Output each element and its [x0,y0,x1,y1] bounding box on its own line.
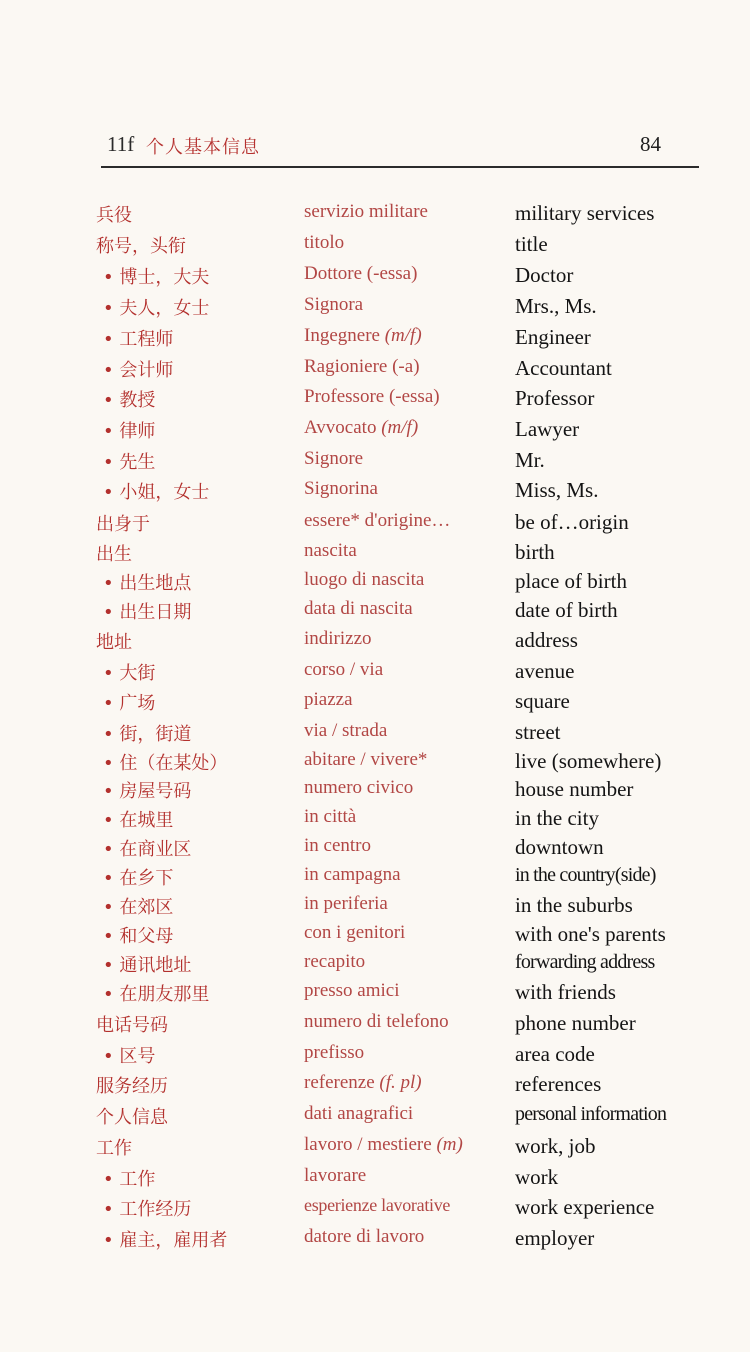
vocab-row [0,893,750,923]
italian-word: esperienze lavorative [304,1195,451,1215]
chinese-term: • 工作 [103,1169,156,1190]
italian-term [304,689,353,711]
chinese-term: • 街，街道 [103,724,192,745]
english-term: military services [515,201,655,225]
chinese-term: • 先生 [103,452,156,473]
italian-word: Avvocato [304,417,382,438]
italian-word: numero di telefono [304,1011,449,1032]
english-term: house number [515,777,634,801]
italian-word: in città [304,806,357,827]
italian-term [304,1165,366,1187]
english-term: be of…origin [515,510,629,534]
italian-word: Professore (-essa) [304,386,440,407]
italian-term [304,893,388,915]
italian-term [304,263,417,285]
english-term: in the suburbs [515,893,633,917]
chinese-term: • 广场 [103,693,156,714]
gender-marker: (m/f) [381,417,419,438]
chinese-term: • 在城里 [103,810,174,831]
english-term: live (somewhere) [515,749,662,773]
vocab-row [0,1042,750,1072]
chinese-term: • 通讯地址 [103,955,192,976]
english-term: with one's parents [515,922,666,946]
chinese-term: 电话号码 [96,1015,168,1036]
italian-word: dati anagrafici [304,1103,414,1124]
chinese-term: 地址 [96,632,132,653]
italian-word: servizio militare [304,201,428,222]
vocab-row [0,540,750,570]
italian-word: indirizzo [304,628,372,649]
english-term: Mrs., Ms. [515,294,597,318]
italian-term [304,864,401,886]
english-term: area code [515,1042,595,1066]
italian-term [304,478,378,500]
italian-word: abitare / vivere* [304,749,428,770]
vocab-row [0,1195,750,1225]
italian-word: presso amici [304,980,400,1001]
vocab-row [0,980,750,1010]
english-term: address [515,628,578,652]
chinese-term: • 在朋友那里 [103,984,210,1005]
italian-word: in centro [304,835,372,856]
italian-term [304,720,387,742]
chinese-term: • 区号 [103,1046,156,1067]
english-term: personal information [515,1103,667,1125]
english-term: square [515,689,570,713]
english-term: references [515,1072,602,1096]
chinese-term: 服务经历 [96,1076,168,1097]
vocab-row [0,1134,750,1164]
chinese-term: • 在郊区 [103,897,174,918]
italian-term [304,1011,449,1033]
vocab-row [0,864,750,894]
vocab-row [0,598,750,628]
italian-word: Ragioniere (-a) [304,356,420,377]
italian-word: con i genitori [304,922,406,943]
italian-word: corso / via [304,659,384,680]
italian-word: prefisso [304,1042,365,1063]
vocab-row [0,749,750,779]
italian-term [304,386,440,408]
italian-term [304,448,363,470]
chinese-term: 工作 [96,1138,132,1159]
page-number: 84 [640,132,661,156]
english-term: work [515,1165,559,1189]
vocab-row [0,806,750,836]
chinese-term: • 住（在某处） [103,753,228,774]
italian-term [304,628,372,650]
italian-term [304,540,357,562]
italian-word: luogo di nascita [304,569,425,590]
gender-marker: (m/f) [384,325,422,346]
italian-term [304,510,450,532]
italian-word: in campagna [304,864,401,885]
chinese-term: • 小姐，女士 [103,482,210,503]
italian-term [304,232,344,254]
italian-word: piazza [304,689,353,710]
section-code: 11f [107,132,135,156]
english-term: employer [515,1226,595,1250]
english-term: place of birth [515,569,627,593]
italian-term [304,569,424,591]
english-term: forwarding address [515,951,655,973]
chinese-term: • 博士，大夫 [103,267,210,288]
italian-word: Signorina [304,478,378,499]
chinese-term: 出生 [96,544,132,565]
vocab-row [0,951,750,981]
chinese-term: 个人信息 [96,1107,168,1128]
italian-term [304,659,383,681]
vocab-row [0,201,750,231]
gender-marker: (f. pl) [379,1072,422,1093]
vocab-row [0,386,750,416]
english-term: in the country(side) [515,864,656,886]
italian-word: essere* d'origine… [304,510,451,531]
vocab-row [0,1165,750,1195]
english-term: phone number [515,1011,636,1035]
chinese-term: • 在商业区 [103,839,192,860]
vocab-row [0,294,750,324]
italian-word: Signore [304,448,364,469]
italian-word: data di nascita [304,598,413,619]
english-term: Doctor [515,263,574,287]
italian-word: Ingegnere [304,325,385,346]
italian-term [304,922,405,944]
chinese-term: • 大街 [103,663,156,684]
english-term: street [515,720,561,744]
english-term: avenue [515,659,575,683]
vocab-row [0,569,750,599]
italian-word: datore di lavoro [304,1226,425,1247]
chinese-term: • 房屋号码 [103,781,192,802]
vocab-row [0,448,750,478]
chinese-term: • 会计师 [103,360,174,381]
italian-term [304,201,428,223]
english-term: Accountant [515,356,612,380]
vocab-row [0,356,750,386]
vocab-row [0,478,750,508]
italian-word: lavorare [304,1165,367,1186]
chinese-term: • 夫人，女士 [103,298,210,319]
italian-word: referenze [304,1072,380,1093]
italian-term [304,417,418,439]
italian-term [304,1072,422,1094]
vocab-row [0,510,750,540]
italian-word: numero civico [304,777,414,798]
english-term: work, job [515,1134,596,1158]
italian-word: recapito [304,951,366,972]
italian-term [304,1195,450,1216]
chinese-term: 称号，头衔 [96,236,186,257]
vocab-row [0,232,750,262]
vocab-row [0,835,750,865]
italian-term [304,325,422,347]
english-term: Lawyer [515,417,580,441]
chinese-term: 出身于 [96,514,150,535]
italian-word: titolo [304,232,345,253]
italian-word: via / strada [304,720,388,741]
chinese-term: • 律师 [103,421,156,442]
italian-term [304,294,363,316]
english-term: birth [515,540,555,564]
chinese-term: • 和父母 [103,926,174,947]
vocab-row [0,1072,750,1102]
italian-term [304,835,371,857]
gender-marker: (m) [436,1134,463,1155]
italian-term [304,777,413,799]
english-term: date of birth [515,598,618,622]
english-term: with friends [515,980,616,1004]
vocab-row [0,263,750,293]
chinese-term: • 工程师 [103,329,174,350]
italian-term [304,951,365,973]
english-term: Professor [515,386,595,410]
chinese-term: • 雇主，雇用者 [103,1230,228,1251]
vocab-row [0,922,750,952]
italian-term [304,1226,424,1248]
italian-word: in periferia [304,893,388,914]
chinese-term: • 出生日期 [103,602,192,623]
english-term: Mr. [515,448,545,472]
chinese-term: • 在乡下 [103,868,174,889]
italian-word: Signora [304,294,364,315]
italian-term [304,980,400,1002]
chinese-term: • 出生地点 [103,573,192,594]
italian-term [304,806,356,828]
vocab-row [0,1011,750,1041]
vocab-row [0,325,750,355]
chinese-term: 兵役 [96,205,132,226]
english-term: downtown [515,835,604,859]
italian-term [304,356,420,378]
vocab-row [0,1226,750,1256]
vocab-row [0,720,750,750]
vocab-row [0,417,750,447]
italian-term [304,1042,364,1064]
italian-term [304,1134,463,1156]
english-term: title [515,232,548,256]
italian-term [304,749,427,771]
vocab-row [0,659,750,689]
vocab-row [0,777,750,807]
vocab-row [0,628,750,658]
italian-term [304,1103,413,1125]
italian-term [304,598,413,620]
english-term: Miss, Ms. [515,478,599,502]
vocab-row [0,689,750,719]
english-term: Engineer [515,325,591,349]
chinese-term: • 工作经历 [103,1199,192,1220]
vocab-row [0,1103,750,1133]
section-title: 个人基本信息 [146,137,260,158]
italian-word: nascita [304,540,357,561]
chinese-term: • 教授 [103,390,156,411]
italian-word: Dottore (-essa) [304,263,418,284]
english-term: work experience [515,1195,655,1219]
italian-word: lavoro / mestiere [304,1134,437,1155]
english-term: in the city [515,806,599,830]
